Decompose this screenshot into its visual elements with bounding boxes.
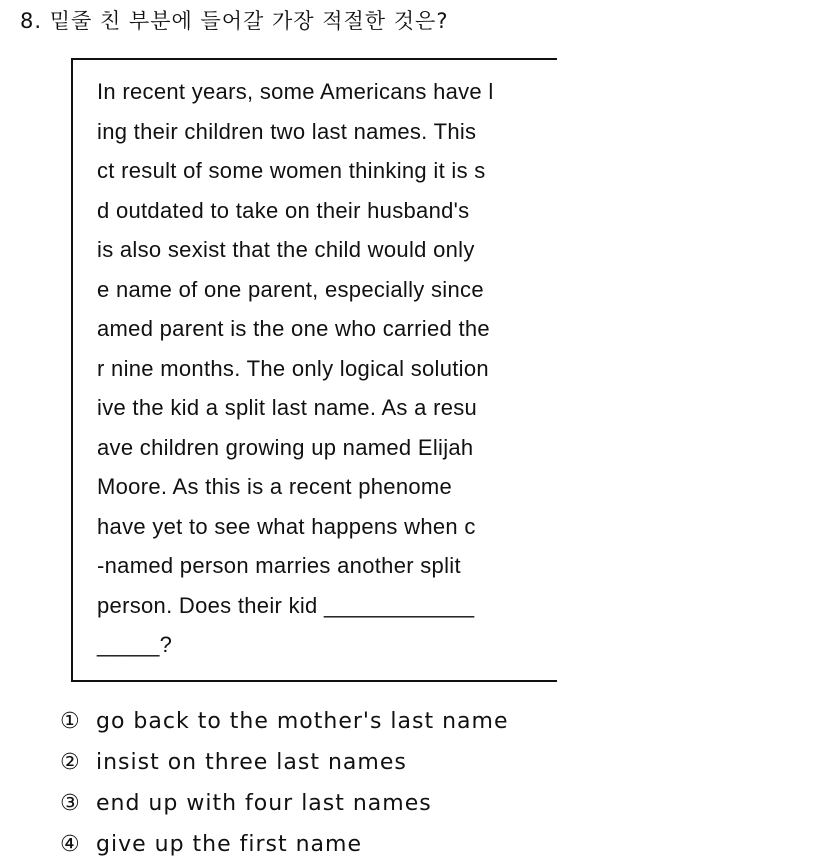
passage-line: In recent years, some Americans have l [97, 79, 494, 104]
passage-line: ive the kid a split last name. As a resu [97, 395, 478, 420]
choice-2[interactable] [60, 745, 508, 786]
passage-line: e name of one parent, especially since [97, 276, 484, 302]
choice-number: ② [60, 750, 81, 775]
choice-text: insist on three last names [96, 750, 407, 775]
choice-1[interactable] [60, 704, 508, 745]
passage-line: have yet to see what happens when c [97, 513, 476, 539]
passage-line: ing their children two last names. This [97, 118, 477, 144]
passage-line: r nine months. The only logical solution [97, 355, 489, 381]
passage-line-blank: _____? [97, 632, 173, 657]
passage-line: Moore. As this is a recent phenome [97, 474, 453, 499]
answer-choices [60, 704, 508, 868]
passage-line: d outdated to take on their husband's [97, 197, 470, 223]
question-title: 8. 밑줄 친 부분에 들어갈 가장 적절한 것은? [20, 9, 449, 33]
choice-number: ③ [60, 791, 81, 816]
passage-line-blank: person. Does their kid ____________ [97, 592, 475, 618]
choice-text: go back to the mother's last name [96, 709, 509, 734]
passage-line: ct result of some women thinking it is s [97, 158, 486, 183]
passage-line: is also sexist that the child would only [97, 237, 475, 262]
choice-4[interactable] [60, 827, 508, 868]
passage-line: -named person marries another split [97, 553, 461, 578]
passage-line: amed parent is the one who carried the [97, 316, 490, 341]
passage-text [97, 74, 557, 667]
choice-text: give up the first name [96, 832, 362, 857]
passage-box [71, 58, 557, 682]
choice-3[interactable] [60, 786, 508, 827]
choice-number: ④ [60, 832, 81, 857]
choice-number: ① [60, 709, 81, 734]
passage-line: ave children growing up named Elijah [97, 434, 474, 460]
choice-text: end up with four last names [96, 791, 432, 816]
